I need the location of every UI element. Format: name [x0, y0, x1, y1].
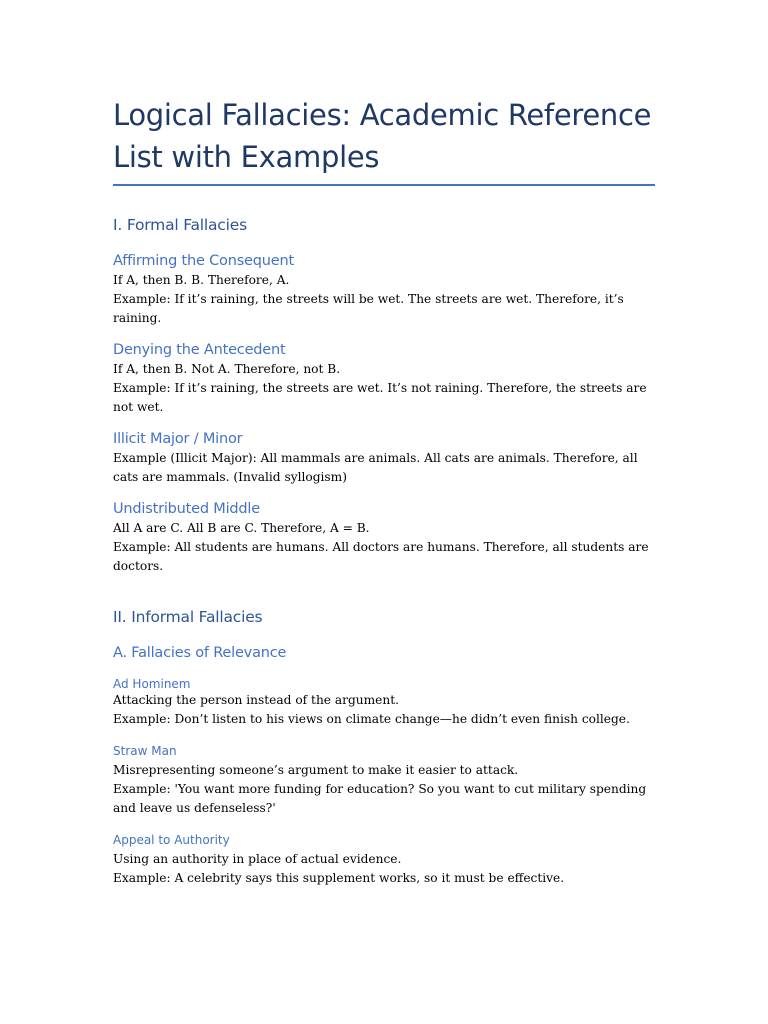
fallacy-entry: [113, 253, 658, 328]
section-formal-fallacies: [113, 216, 658, 576]
fallacy-name: Straw Man: [113, 744, 177, 758]
fallacy-entry: [113, 833, 658, 888]
document-title: Logical Fallacies: Academic Reference List with Examples: [113, 98, 652, 174]
fallacy-definition: Using an authority in place of actual evidence.: [113, 852, 402, 866]
fallacy-definition: If A, then B. B. Therefore, A.: [113, 273, 290, 287]
fallacy-entry: [113, 501, 658, 576]
fallacy-name: Illicit Major / Minor: [113, 431, 243, 447]
fallacy-definition: If A, then B. Not A. Therefore, not B.: [113, 362, 341, 376]
section-informal-fallacies: [113, 608, 658, 888]
fallacy-example: Example: If it’s raining, the streets will be wet. The streets are wet. Therefore, it’s raining.: [113, 292, 624, 325]
section-heading-informal: II. Informal Fallacies: [113, 608, 263, 626]
fallacy-definition: All A are C. All B are C. Therefore, A = B.: [113, 521, 370, 535]
section-heading-formal: I. Formal Fallacies: [113, 216, 247, 234]
fallacy-definition: Misrepresenting someone’s argument to make it easier to attack.: [113, 763, 519, 777]
fallacy-example: Example: 'You want more funding for education? So you want to cut military spending and leave us defenseless?': [113, 782, 647, 815]
fallacy-name: Undistributed Middle: [113, 501, 260, 517]
subsection-relevance: [113, 645, 658, 888]
fallacy-example: Example: If it’s raining, the streets are wet. It’s not raining. Therefore, the streets are not wet.: [113, 381, 647, 414]
fallacy-example: Example: A celebrity says this supplement works, so it must be effective.: [113, 871, 565, 885]
fallacy-name: Denying the Antecedent: [113, 342, 286, 358]
fallacy-entry: [113, 342, 658, 417]
title-underline-rule: [113, 184, 655, 186]
fallacy-name: Appeal to Authority: [113, 833, 230, 847]
fallacy-entry: [113, 431, 658, 487]
subsection-heading-relevance: A. Fallacies of Relevance: [113, 645, 287, 661]
fallacy-name: Ad Hominem: [113, 677, 191, 691]
fallacy-example: Example (Illicit Major): All mammals are animals. All cats are animals. Therefore, all cats are mammals. (Invalid syllogism): [113, 451, 638, 484]
fallacy-entry: [113, 744, 658, 818]
fallacy-name: Affirming the Consequent: [113, 253, 294, 269]
document-page: [113, 94, 658, 888]
fallacy-entry: [113, 677, 658, 729]
fallacy-example: Example: All students are humans. All doctors are humans. Therefore, all students are doctors.: [113, 540, 649, 573]
fallacy-example: Example: Don’t listen to his views on climate change—he didn’t even finish college.: [113, 712, 630, 726]
fallacy-definition: Attacking the person instead of the argument.: [113, 693, 400, 707]
